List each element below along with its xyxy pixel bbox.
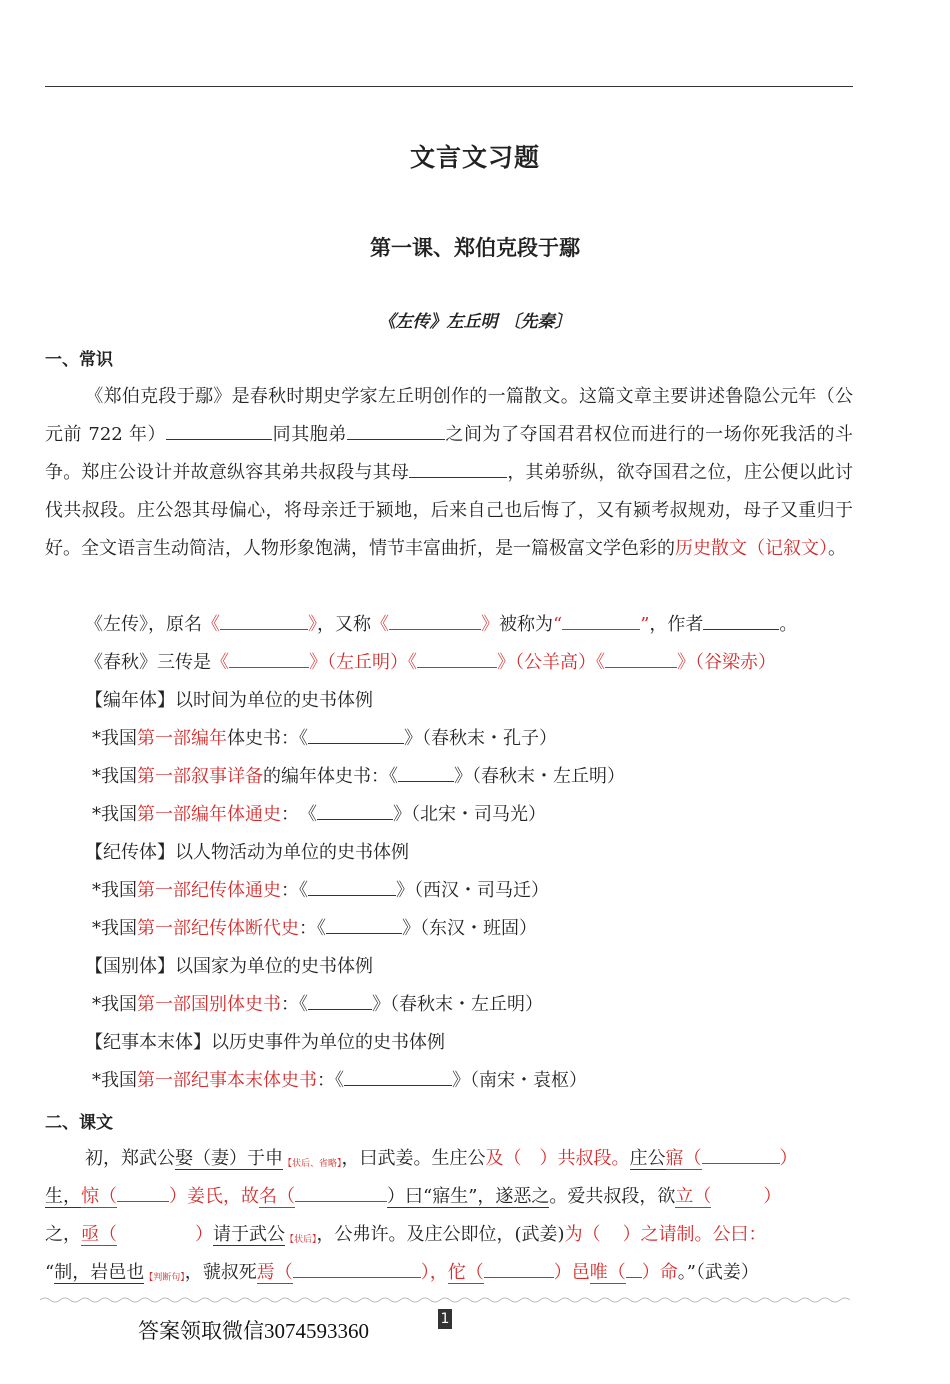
answer-blank[interactable] bbox=[417, 647, 497, 668]
answer-blank[interactable] bbox=[605, 647, 677, 668]
jishi-item: *我国第一部纪事本末体史书：《 》（南宋・袁枢） bbox=[92, 1062, 900, 1100]
biannian-heading: 【编年体】以时间为单位的史书体例 bbox=[85, 690, 373, 711]
section-heading-common-knowledge: 一、常识 bbox=[45, 350, 113, 370]
text-line-4: “制，岩邑也【判断句】，虢叔死焉（ ），佗（ ）邑唯（ ）命。”（武姜） bbox=[45, 1254, 853, 1297]
answer-blank[interactable] bbox=[295, 1181, 387, 1202]
answer-blank[interactable] bbox=[293, 1257, 421, 1278]
answer-blank[interactable] bbox=[308, 875, 396, 896]
guobie-item: *我国第一部国别体史书：《 》（春秋末・左丘明） bbox=[92, 986, 900, 1024]
answer-blank[interactable] bbox=[703, 609, 779, 630]
answer-blank[interactable] bbox=[344, 1065, 452, 1086]
answer-blank[interactable] bbox=[389, 609, 481, 630]
answer-blank[interactable] bbox=[166, 419, 272, 440]
text-line-1: 初，郑武公娶（妻）于申【状后、省略】，曰武姜。生庄公及（ ）共叔段。庄公寤（ ） bbox=[85, 1140, 893, 1183]
jizhuan-heading: 【纪传体】以人物活动为单位的史书体例 bbox=[85, 842, 409, 863]
page-title: 文言文习题 bbox=[409, 143, 540, 172]
answer-blank[interactable] bbox=[562, 609, 640, 630]
answer-blank[interactable] bbox=[409, 457, 507, 478]
lesson-title: 第一课、郑伯克段于鄢 bbox=[370, 235, 580, 260]
page-number: 1 bbox=[438, 1309, 452, 1329]
footer-wave-divider bbox=[40, 1296, 850, 1304]
guobie-heading: 【国别体】以国家为单位的史书体例 bbox=[85, 956, 373, 977]
answer-blank[interactable] bbox=[626, 1257, 642, 1278]
answer-blank[interactable] bbox=[484, 1257, 554, 1278]
jishi-heading: 【纪事本末体】以历史事件为单位的史书体例 bbox=[85, 1032, 445, 1053]
biannian-item: *我国第一部编年体史书：《 》（春秋末・孔子） bbox=[92, 720, 900, 758]
answer-blank[interactable] bbox=[326, 913, 402, 934]
answer-blank[interactable] bbox=[229, 647, 309, 668]
answer-blank[interactable] bbox=[347, 419, 445, 440]
chunqiu-line: 《春秋》三传是《 》（左丘明）《 》（公羊高）《 》（谷梁赤） bbox=[85, 644, 893, 682]
answer-blank[interactable] bbox=[398, 761, 454, 782]
intro-paragraph: 《郑伯克段于鄢》是春秋时期史学家左丘明创作的一篇散文。这篇文章主要讲述鲁隐公元年（公元前 722 年） 同其胞弟 之间为了夺国君君权位而进行的一场你死我活的斗争。郑庄公设计并故意纵容其弟共叔段与其母 ，其弟骄纵，欲夺国君之位，庄公便以此讨伐共叔段。庄公怨其母偏心，将母亲迁于颍地，后来自己也后悔了，又有颍考叔规劝，母子又重归于好。全文语言生动简洁，人物形象饱满，情节丰富曲折，是一篇极富文学色彩的历史散文（记叙文）。 bbox=[45, 386, 854, 559]
biannian-item: *我国第一部编年体通史： 《 》（北宋・司马光） bbox=[92, 796, 900, 834]
answer-blank[interactable] bbox=[702, 1143, 780, 1164]
answer-blank[interactable] bbox=[317, 799, 393, 820]
zuozhuan-line: 《左传》，原名《 》，又称《 》被称为“ ”，作者 。 bbox=[85, 606, 893, 644]
biannian-item: *我国第一部叙事详备的编年体史书：《 》（春秋末・左丘明） bbox=[92, 758, 900, 796]
jizhuan-item: *我国第一部纪传体断代史：《 》（东汉・班固） bbox=[92, 910, 900, 948]
answer-blank[interactable] bbox=[220, 609, 308, 630]
text-line-2: 生，惊（ ）姜氏，故名（ ）曰“寤生”，遂恶之。爱共叔段，欲立（ ） bbox=[45, 1178, 853, 1216]
genre-highlight: 历史散文（记叙文） bbox=[675, 538, 828, 559]
jizhuan-item: *我国第一部纪传体通史：《 》（西汉・司马迁） bbox=[92, 872, 900, 910]
header-rule bbox=[45, 86, 853, 87]
answer-blank[interactable] bbox=[308, 723, 404, 744]
text-line-3: 之，亟（ ）请于武公【状后】，公弗许。及庄公即位，(武姜)为（ ）之请制。公曰： bbox=[45, 1224, 767, 1245]
source-line: 《左传》左丘明 〔先秦〕 bbox=[378, 312, 572, 332]
answer-blank[interactable] bbox=[117, 1181, 169, 1202]
answer-blank[interactable] bbox=[308, 989, 372, 1010]
section-heading-text: 二、课文 bbox=[45, 1113, 113, 1133]
footer-contact: 答案领取微信3074593360 bbox=[138, 1319, 369, 1343]
